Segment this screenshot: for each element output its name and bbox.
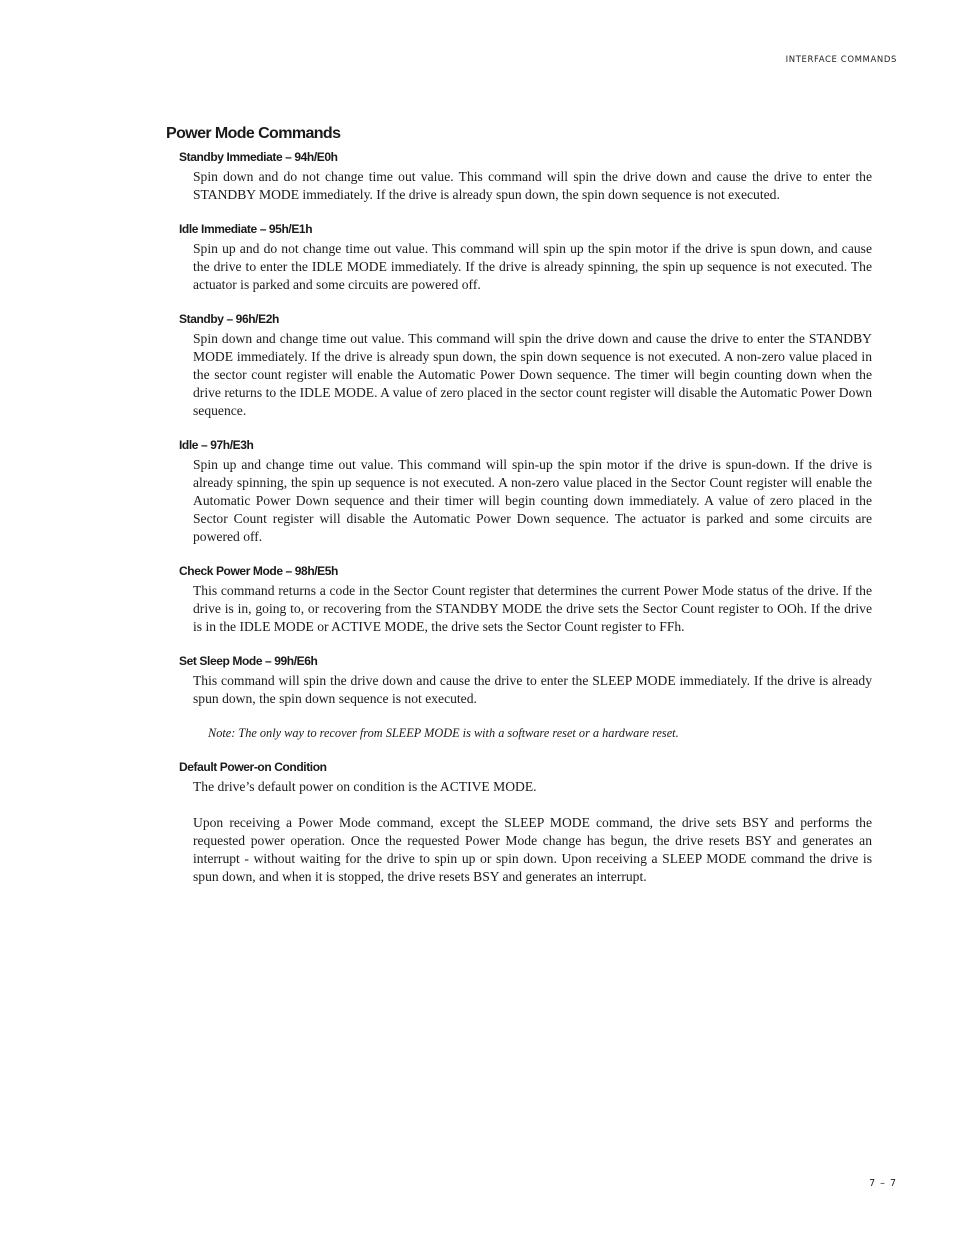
command-standby bbox=[166, 312, 872, 420]
command-title: Set Sleep Mode – 99h/E6h bbox=[179, 654, 318, 668]
power-mode-behavior-paragraph: Upon receiving a Power Mode command, except the SLEEP MODE command, the drive sets BSY and performs the requested power operation. Once the requested Power Mode change has begun, the drive resets BSY and generates an interrupt - without waiting for the drive to spin up or spin down. Upon receiving a SLEEP MODE command the drive is spun down, and when it is stopped, the drive resets BSY and generates an interrupt. bbox=[193, 815, 872, 884]
command-set-sleep-mode bbox=[166, 654, 872, 708]
command-standby-immediate bbox=[166, 150, 872, 204]
command-description: This command returns a code in the Sector Count register that determines the current Power Mode status of the drive. If the drive is in, going to, or recovering from the STANDBY MODE the drive sets the Sector Count register to OOh. If the drive is in the IDLE MODE or ACTIVE MODE, the drive sets the Sector Count register to FFh. bbox=[193, 583, 872, 634]
command-idle-immediate bbox=[166, 222, 872, 294]
command-title: Default Power-on Condition bbox=[179, 760, 327, 774]
command-check-power-mode bbox=[166, 564, 872, 636]
command-idle bbox=[166, 438, 872, 546]
sleep-mode-note: Note: The only way to recover from SLEEP MODE is with a software reset or a hardware reset. bbox=[208, 726, 679, 740]
command-title: Standby – 96h/E2h bbox=[179, 312, 279, 326]
command-description: Spin down and change time out value. This command will spin the drive down and cause the drive to enter the STANDBY MODE immediately. If the drive is already spun down, the spin down sequence is not executed. A non-zero value placed in the sector count register will enable the Automatic Power Down sequence. The timer will begin counting down when the drive returns to the IDLE MODE. A value of zero placed in the sector count register will disable the Automatic Power Down sequence. bbox=[193, 331, 872, 418]
page-number: 7 – 7 bbox=[869, 1178, 897, 1189]
section-title: Power Mode Commands bbox=[166, 125, 341, 142]
command-title: Idle Immediate – 95h/E1h bbox=[179, 222, 313, 236]
command-description: Spin down and do not change time out value. This command will spin the drive down and cause the drive to enter the STANDBY MODE immediately. If the drive is already spun down, the spin down sequence is not executed. bbox=[193, 169, 872, 202]
command-description: This command will spin the drive down and cause the drive to enter the SLEEP MODE immediately. If the drive is already spun down, the spin down sequence is not executed. bbox=[193, 673, 872, 706]
command-description: Spin up and change time out value. This command will spin-up the spin motor if the drive is spun-down. If the drive is already spinning, the spin up sequence is not executed. A non-zero value placed in the Sector Count register will enable the Automatic Power Down sequence and their timer will begin counting down immediately. A value of zero placed in the Sector Count register will disable the Automatic Power Down sequence. The actuator is parked and some circuits are powered off. bbox=[193, 457, 872, 544]
running-header: INTERFACE COMMANDS bbox=[785, 55, 897, 65]
main-content bbox=[166, 124, 872, 886]
command-description: Spin up and do not change time out value. This command will spin up the spin motor if the drive is spun down, and cause the drive to enter the IDLE MODE immediately. If the drive is already spinning, the spin up sequence is not executed. The actuator is parked and some circuits are powered off. bbox=[193, 241, 872, 292]
command-title: Standby Immediate – 94h/E0h bbox=[179, 150, 338, 164]
default-power-on-condition bbox=[166, 760, 872, 796]
default-condition-description: The drive’s default power on condition is the ACTIVE MODE. bbox=[193, 779, 537, 794]
command-title: Check Power Mode – 98h/E5h bbox=[179, 564, 338, 578]
command-title: Idle – 97h/E3h bbox=[179, 438, 254, 452]
